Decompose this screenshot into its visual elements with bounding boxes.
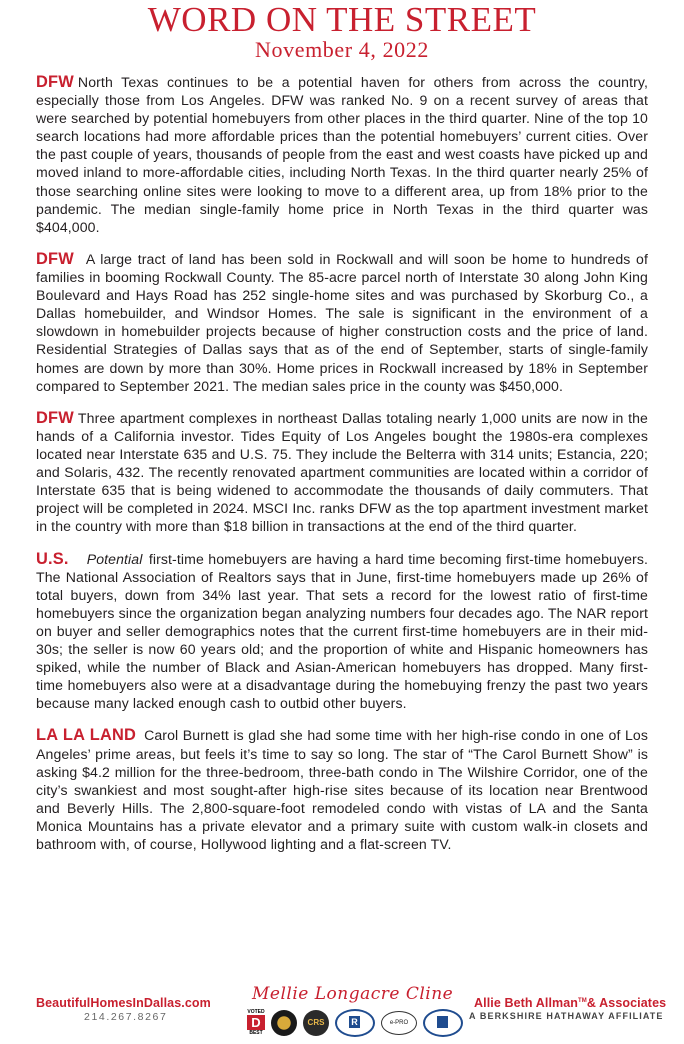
award-seal-icon: [271, 1010, 297, 1036]
article-tag: U.S.: [36, 549, 69, 568]
article-item: [36, 726, 648, 853]
agent-signature: Mellie Longacre Cline: [252, 984, 454, 1004]
article-text: Three apartment complexes in northeast Dallas totaling nearly 1,000 units are now in the hands of a California investor. Tides Equity of Los Angeles bought the 1980s-era complexes located near Interstate 635 and U.S. 75. They include the Belterra with 314 units; Estancia, 220; and Solaris, 432. The recently renovated apartment communities are located within a corridor of Interstate 635 that is being widened to accommodate the thousands of daily commuters. That project will be completed in 2024. MSCI Inc. ranks DFW as the top apartment investment market in the country with more than $18 billion in transactions at the end of the third quarter.: [36, 409, 648, 535]
footer: [0, 984, 684, 1044]
article-tag: DFW: [36, 408, 74, 427]
phone-number: 214.267.8267: [84, 1011, 168, 1023]
article-tag: LA LA LAND: [36, 726, 137, 745]
article-item: [36, 550, 648, 713]
website-link[interactable]: BeautifulHomesInDallas.com: [36, 996, 211, 1010]
article-item: [36, 73, 648, 236]
realtor-institute-logo-icon: [423, 1009, 463, 1037]
article-text: Carol Burnett is glad she had some time with her high-rise condo in one of Los Angeles’ prime areas, but feels it’s time to say so long. The star of “The Carol Burnett Show” is asking $4.2 million for the three-bedroom, three-bath condo in The Wilshire Corridor, one of the city’s swankiest and most sought-after high-rise sites because of its location near Brentwood and Beverly Hills. The 2,800-square-foot remodeled condo with vistas of LA and the Santa Monica Mountains has a private elevator and a primary suite with custom walk-in closets and bathroom with, of course, Hollywood lighting and a flat-screen TV.: [36, 727, 648, 853]
article-item: [36, 250, 648, 395]
article-list: [36, 73, 648, 860]
article-text: North Texas continues to be a potential haven for others from across the country, especially those from Los Angeles. DFW was ranked No. 9 on a recent survey of areas that were searched by potential homebuyers from other places in the third quarter. Nine of the top 10 search locations had more affordable prices than the potential homebuyers’ current cities. Over the past couple of years, thousands of people from the east and west coasts have picked up and moved inland to more-affordable cities, including North Texas. In the third quarter nearly 25% of those searching online sites were looking to move to a different area, up from 18% prior to the pandemic. The median single-family home price in North Texas in the third quarter was $404,000.: [36, 74, 648, 235]
affiliate-line: A BERKSHIRE HATHAWAY AFFILIATE: [469, 1011, 664, 1021]
article-text: A large tract of land has been sold in Rockwall and will soon be home to hundreds of families in booming Rockwall County. The 85-acre parcel north of Interstate 30 along John King Boulevard and Hays Road has 252 single-home sites and was purchased by Skorburg Co., a Dallas homebuilder, and Windsor Homes. The sale is significant in the environment of a slowdown in homebuilder projects because of higher construction costs and the price of land. Residential Strategies of Dallas says that as of the end of September, starts of single-family homes are down by more than 30%. Home prices in Rockwall increased by 18% in September compared to September 2021. The median sales price in the county was $450,000.: [36, 250, 648, 394]
newsletter-title: WORD ON THE STREET: [147, 0, 537, 39]
article-item: [36, 409, 648, 536]
newsletter-date: November 4, 2022: [255, 37, 429, 62]
realtor-logo-icon: R: [335, 1009, 375, 1037]
article-text: first-time homebuyers are having a hard time becoming first-time homebuyers. The National Association of Realtors says that in June, first-time homebuyers made up 26% of total buyers, down from 34% last year. That sets a record for the lowest ratio of first-time homebuyers since the organization began analyzing numbers four decades ago. The NAR report on buyer and seller demographics notes that the current first-time homebuyers are in their mid-30s; the seller is now 60 years old; and the proportion of white and Hispanic homeowners has spiked, while the number of Black and Asian-American homebuyers has dropped. Many first-time homebuyers also were at a disadvantage during the homebuying frenzy the past two years because many lacked enough cash to outbid other buyers.: [36, 550, 649, 712]
credential-logos: [247, 1009, 463, 1037]
article-lead: Potential: [86, 550, 143, 567]
article-tag: DFW: [36, 73, 74, 91]
header: [0, 0, 684, 63]
article-tag: DFW: [36, 249, 74, 268]
brokerage-name: Allie Beth Allman™& Associates: [474, 996, 667, 1010]
voted-best-badge-icon: VOTED D BEST: [247, 1009, 265, 1036]
epro-logo-icon: e-PRO: [381, 1011, 417, 1035]
crs-logo-icon: CRS: [303, 1010, 329, 1036]
